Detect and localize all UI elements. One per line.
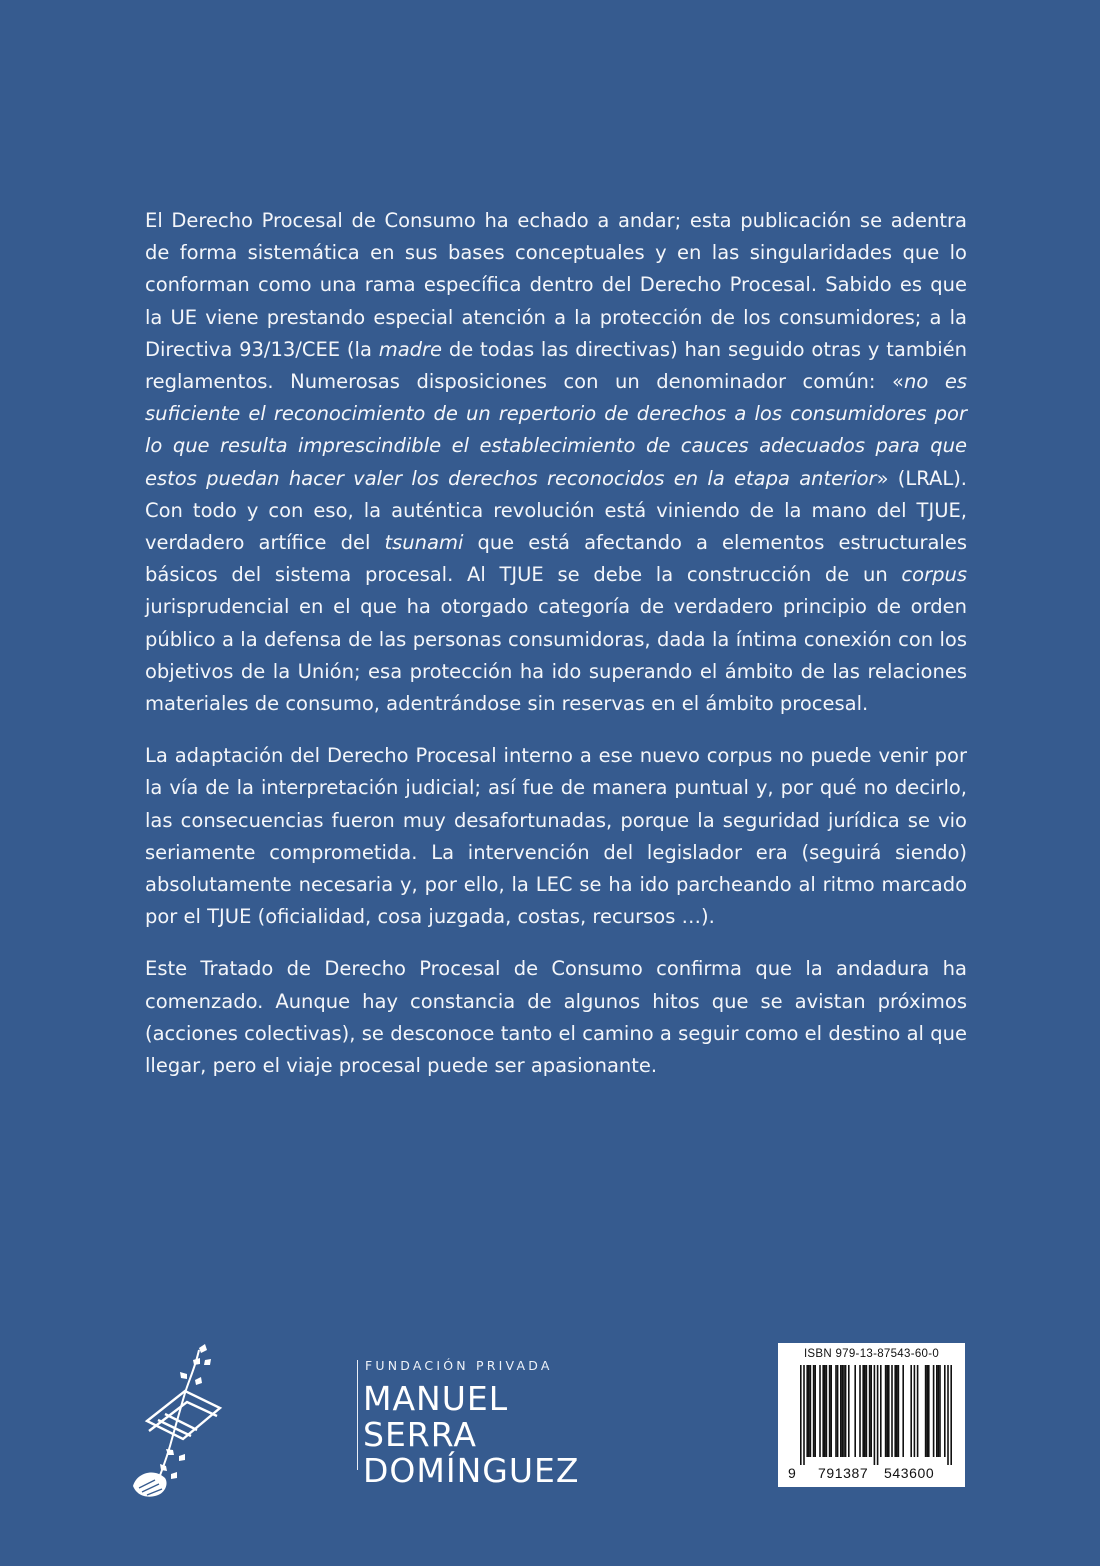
barcode-bar <box>810 1365 812 1457</box>
blurb-paragraph <box>145 953 967 1082</box>
barcode-bar <box>864 1365 866 1457</box>
publisher-name-line-2: SERRA <box>363 1415 477 1454</box>
barcode-bar <box>917 1365 919 1457</box>
barcode-bar <box>936 1365 938 1457</box>
italic-run: tsunami <box>384 531 464 555</box>
barcode-bar <box>800 1365 802 1465</box>
text-run: que está afectando a elementos estructurales básicos del sistema procesal. Al TJUE se debe la construcción de un <box>145 531 967 587</box>
barcode-bar <box>925 1365 927 1457</box>
barcode-bar <box>845 1365 847 1457</box>
barcode-bar <box>928 1365 930 1457</box>
barcode-bar <box>837 1365 839 1457</box>
barcode-bar <box>854 1365 856 1457</box>
barcode-bar <box>862 1365 864 1457</box>
barcode-bar <box>896 1365 898 1457</box>
publisher-name-line-3: DOMÍNGUEZ <box>363 1451 580 1490</box>
barcode-bar <box>902 1365 904 1457</box>
barcode-bar <box>888 1365 890 1457</box>
blurb-text <box>145 205 967 1102</box>
text-run: Este Tratado de Derecho Procesal de Consumo confirma que la andadura ha comenzado. Aunque hay constancia de algunos hitos que se avistan próximos (acciones colectivas), se desconoce tanto el camino a seguir como el destino al que llegar, pero el viaje procesal puede ser apasionante. <box>145 957 967 1078</box>
barcode-bar <box>824 1365 826 1457</box>
barcode-bar <box>874 1365 876 1465</box>
barcode-bar <box>886 1365 888 1457</box>
barcode-bar <box>944 1365 946 1457</box>
barcode-bar <box>826 1365 828 1457</box>
barcode-bar <box>950 1365 952 1465</box>
isbn-barcode <box>778 1343 965 1487</box>
logo-divider <box>357 1360 358 1470</box>
text-run: » (LRAL). Con todo y con eso, la auténtica revolución está viniendo de la mano del TJUE, verdadero artífice del <box>145 466 967 555</box>
barcode-bar <box>835 1365 837 1457</box>
publisher-name-line-1: MANUEL <box>363 1379 509 1418</box>
publisher-logo <box>125 1338 580 1508</box>
barcode-bar <box>877 1365 879 1465</box>
text-run: El Derecho Procesal de Consumo ha echado a andar; esta publicación se adentra de forma sistemática en sus bases conceptuales y en las singularidades que lo conforman como una rama específica dentro del Derecho Procesal. Sabido es que la UE viene prestando especial atención a la protección de los consumidores; a la Directiva 93/13/CEE (la <box>145 209 967 361</box>
barcode-bar <box>822 1365 824 1457</box>
italic-run: no es suficiente el reconocimiento de un repertorio de derechos a los consumidores por lo que resulta imprescindible el establecimiento de cauces adecuados para que estos puedan hacer valer los derechos reconocidos en la etapa anterior <box>145 370 967 490</box>
barcode-bar <box>914 1365 916 1457</box>
barcode-bar <box>938 1365 940 1457</box>
barcode-bar <box>880 1365 882 1457</box>
blurb-paragraph <box>145 205 967 720</box>
barcode-bar <box>829 1365 831 1457</box>
blurb-paragraph <box>145 740 967 933</box>
barcode-bar <box>926 1365 928 1457</box>
barcode-bar <box>866 1365 868 1457</box>
barcode-bar <box>806 1365 808 1457</box>
italic-run: madre <box>378 337 443 361</box>
barcode-digit-prefix: 9 <box>788 1465 797 1481</box>
barcode-bar <box>885 1365 887 1457</box>
italic-run: corpus <box>901 563 967 587</box>
barcode-bar <box>933 1365 935 1457</box>
barcode-bar <box>894 1365 896 1457</box>
barcode-bar <box>870 1365 872 1457</box>
vine-ladder-emblem-icon <box>125 1338 230 1503</box>
barcode-bar <box>869 1365 871 1457</box>
barcode-bar <box>842 1365 844 1457</box>
barcode-bar <box>813 1365 815 1457</box>
barcode-bar <box>843 1365 845 1457</box>
barcode-bar <box>891 1365 893 1457</box>
barcode-bar <box>898 1365 900 1457</box>
barcode-bar <box>859 1365 861 1457</box>
text-run: La adaptación del Derecho Procesal interno a ese nuevo corpus no puede venir por la vía de la interpretación judicial; así fue de manera puntual y, por qué no decirlo, las consecuencias fueron muy desafortunadas, porque la seguridad jurídica se vio seriamente comprometida. La intervención del legislador era (seguirá siendo) absolutamente necesaria y, por ello, la LEC se ha ido parcheando al ritmo marcado por el TJUE (oficialidad, cosa juzgada, costas, recursos …). <box>145 744 967 929</box>
barcode-bar <box>848 1365 850 1457</box>
text-run: jurisprudencial en el que ha otorgado categoría de verdadero principio de orden público a la defensa de las personas consumidoras, dada la íntima conexión con los objetivos de la Unión; esa protección ha ido superando el ámbito de las relaciones materiales de consumo, adentrándose sin reservas en el ámbito procesal. <box>145 595 967 716</box>
barcode-bar <box>830 1365 832 1457</box>
barcode-bars <box>778 1363 965 1467</box>
barcode-digits-right: 543600 <box>884 1465 935 1481</box>
barcode-bar <box>814 1365 816 1457</box>
barcode-bar <box>939 1365 941 1457</box>
barcode-bar <box>910 1365 912 1457</box>
barcode-bar <box>947 1365 949 1465</box>
barcode-bar <box>808 1365 810 1457</box>
isbn-label: ISBN 979-13-87543-60-0 <box>803 1348 940 1360</box>
barcode-bar <box>819 1365 821 1457</box>
publisher-subtitle: FUNDACIÓN PRIVADA <box>365 1358 553 1373</box>
barcode-bar <box>803 1365 805 1465</box>
barcode-digits-left: 791387 <box>818 1465 869 1481</box>
text-run: de todas las directivas) han seguido otras y también reglamentos. Numerosas disposiciones con un denominador común: « <box>145 337 967 394</box>
barcode-bar <box>840 1365 842 1457</box>
